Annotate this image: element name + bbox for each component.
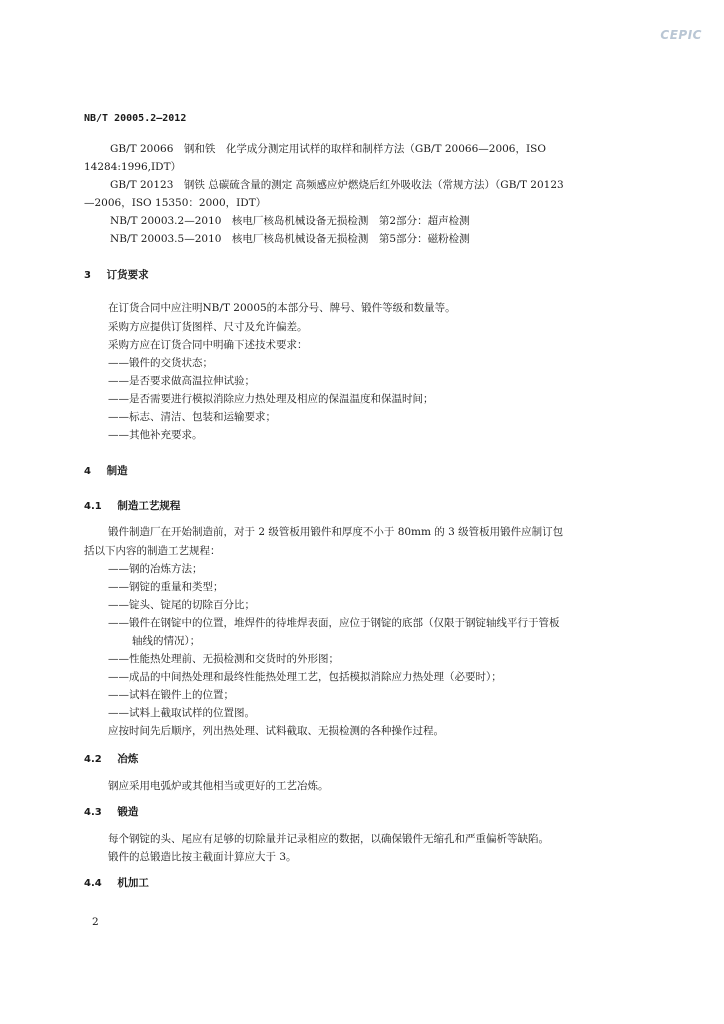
list-item: ——锻件在钢锭中的位置，堆焊件的待堆焊表面，应位于钢锭的底部（仅限于钢锭轴线平行于管板 <box>108 617 560 629</box>
ref-line: 14284:1996,IDT） <box>84 161 182 173</box>
list-item: ——试料上截取试样的位置图。 <box>108 707 255 719</box>
section-number: 4.1 <box>84 501 102 512</box>
body-line: 在订货合同中应注明NB/T 20005的本部分号、牌号、锻件等级和数量等。 <box>108 302 456 314</box>
section-heading-4-2 <box>84 752 138 767</box>
list-item: ——锻件的交货状态； <box>108 357 213 369</box>
section-title: 制造 <box>106 465 128 477</box>
section-number: 4.4 <box>84 878 102 889</box>
section-number: 3 <box>84 270 91 281</box>
body-line: 采购方应在订货合同中明确下述技术要求： <box>108 339 308 351</box>
section-heading-3 <box>84 268 149 283</box>
list-item: ——性能热处理前、无损检测和交货时的外形图； <box>108 653 339 665</box>
ref-line: GB/T 20123 钢铁 总碳硫含量的测定 高频感应炉燃烧后红外吸收法（常规方法）（GB/T 20123 <box>110 179 564 191</box>
page-number: 2 <box>92 916 99 928</box>
list-item: ——是否要求做高温拉伸试验； <box>108 375 255 387</box>
section-number: 4.2 <box>84 754 102 765</box>
body-line: 钢应采用电弧炉或其他相当或更好的工艺冶炼。 <box>108 780 329 792</box>
ref-line: GB/T 20066 钢和铁 化学成分测定用试样的取样和制样方法（GB/T 20066—2006，ISO <box>110 143 546 155</box>
list-item: ——成品的中间热处理和最终性能热处理工艺，包括模拟消除应力热处理（必要时）； <box>108 671 502 683</box>
section-title: 订货要求 <box>106 269 149 281</box>
section-title: 制造工艺规程 <box>117 500 181 512</box>
list-item: ——钢的冶炼方法； <box>108 563 203 575</box>
section-title: 冶炼 <box>117 753 139 765</box>
body-line: 每个钢锭的头、尾应有足够的切除量并记录相应的数据，以确保锻件无缩孔和严重偏析等缺陷。 <box>108 833 549 845</box>
ref-line: NB/T 20003.2—2010 核电厂核岛机械设备无损检测 第2部分：超声检测 <box>110 215 470 227</box>
body-line: 锻件制造厂在开始制造前，对于 2 级管板用锻件和厚度不小于 80mm 的 3 级管板用锻件应制订包 <box>108 526 564 538</box>
ref-line: —2006，ISO 15350：2000，IDT） <box>84 197 267 209</box>
section-heading-4 <box>84 464 128 479</box>
body-line: 应按时间先后顺序，列出热处理、试料截取、无损检测的各种操作过程。 <box>108 725 444 737</box>
section-heading-4-3 <box>84 805 138 820</box>
section-title: 机加工 <box>117 877 149 889</box>
list-item: ——钢锭的重量和类型； <box>108 581 224 593</box>
list-item: ——试料在锻件上的位置； <box>108 689 234 701</box>
page-header: NB/T 20005.2—2012 <box>84 113 187 124</box>
section-number: 4.3 <box>84 807 102 818</box>
section-number: 4 <box>84 466 91 477</box>
ref-line: NB/T 20003.5—2010 核电厂核岛机械设备无损检测 第5部分：磁粉检测 <box>110 233 470 245</box>
body-line: 采购方应提供订货图样、尺寸及允许偏差。 <box>108 321 308 333</box>
list-item: ——是否需要进行模拟消除应力热处理及相应的保温温度和保温时间； <box>108 393 434 405</box>
list-item: ——标志、清洁、包装和运输要求； <box>108 411 276 423</box>
section-title: 锻造 <box>117 806 139 818</box>
list-item: ——其他补充要求。 <box>108 429 203 441</box>
section-heading-4-1 <box>84 499 180 514</box>
watermark-logo: CEPIC <box>660 28 702 42</box>
body-line: 括以下内容的制造工艺规程： <box>84 545 221 557</box>
list-item-continuation: 轴线的情况）； <box>132 635 201 647</box>
list-item: ——锭头、锭尾的切除百分比； <box>108 599 255 611</box>
body-line: 锻件的总锻造比按主截面计算应大于 3。 <box>108 851 297 863</box>
section-heading-4-4 <box>84 876 149 891</box>
